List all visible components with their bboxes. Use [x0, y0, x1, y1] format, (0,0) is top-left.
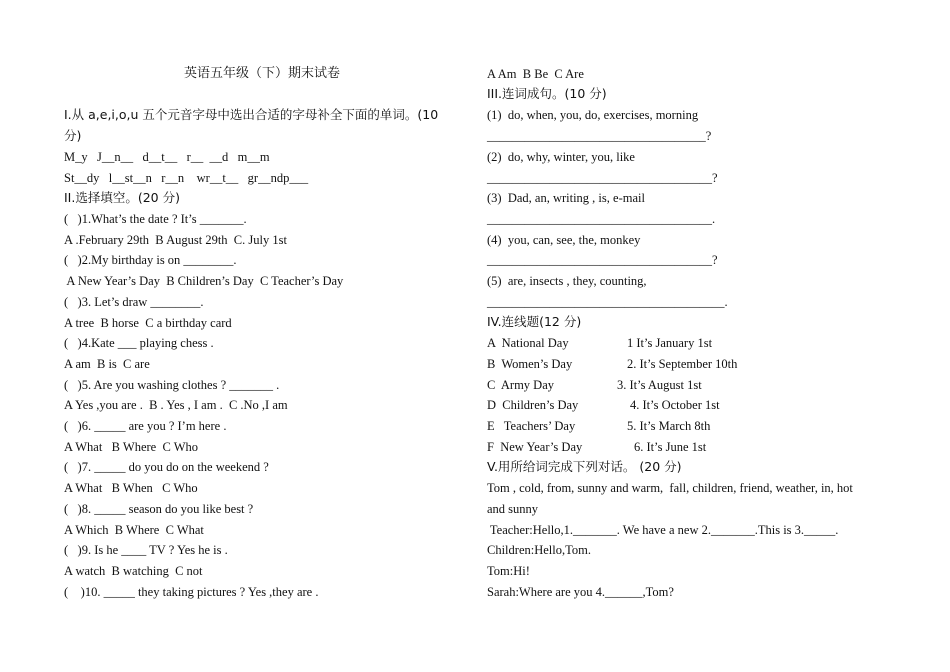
section4-heading: IV.连线题(12 分): [487, 314, 582, 329]
answer-line: ___________________________________?: [487, 129, 712, 143]
question-line: ( )3. Let’s draw ________.: [64, 295, 204, 309]
sentence-words: (4) you, can, see, the, monkey: [487, 233, 641, 247]
question-line: ( )10. _____ they taking pictures ? Yes ,they are .: [64, 585, 319, 599]
dialogue-line: Teacher:Hello,1._______. We have a new 2._______.This is 3._____.: [487, 523, 839, 537]
match-holiday: C Army Day: [487, 378, 555, 392]
match-date: 6. It’s June 1st: [634, 440, 707, 454]
match-holiday: A National Day: [487, 336, 569, 350]
question-line: ( )1.What’s the date ? It’s _______.: [64, 212, 247, 226]
options-line: A Yes ,you are . B . Yes , I am . C .No ,I am: [64, 398, 288, 412]
sentence-words: (5) are, insects , they, counting,: [487, 274, 647, 288]
match-date: 3. It’s August 1st: [617, 378, 702, 392]
section5-heading: V.用所给词完成下列对话。 (20 分): [487, 459, 682, 474]
vowel-words-row1: M_y J__n__ d__t__ r__ __d m__m: [64, 150, 270, 164]
match-holiday: B Women’s Day: [487, 357, 573, 371]
options-line: A tree B horse C a birthday card: [64, 316, 232, 330]
section1-heading: I.从 a,e,i,o,u 五个元音字母中选出合适的字母补全下面的单词。(10: [64, 107, 439, 122]
q10-options: A Am B Be C Are: [487, 67, 584, 81]
answer-line: ____________________________________.: [487, 212, 716, 226]
options-line: A What B Where C Who: [64, 440, 199, 454]
answer-line: ____________________________________?: [487, 171, 718, 185]
match-date: 4. It’s October 1st: [630, 398, 720, 412]
question-line: ( )9. Is he ____ TV ? Yes he is .: [64, 543, 228, 557]
options-line: A am B is C are: [64, 357, 150, 371]
answer-line: ____________________________________?: [487, 253, 718, 267]
question-line: ( )4.Kate ___ playing chess .: [64, 336, 214, 350]
options-line: A What B When C Who: [64, 481, 198, 495]
options-line: A New Year’s Day B Children’s Day C Teacher’s Day: [64, 274, 344, 288]
word-bank: Tom , cold, from, sunny and warm, fall, children, friend, weather, in, hot: [487, 481, 853, 495]
dialogue-line: Sarah:Where are you 4.______,Tom?: [487, 585, 674, 599]
question-line: ( )2.My birthday is on ________.: [64, 253, 237, 267]
section2-heading: II.选择填空。(20 分): [64, 190, 180, 205]
options-line: A Which B Where C What: [64, 523, 204, 537]
match-holiday: E Teachers’ Day: [487, 419, 576, 433]
match-date: 2. It’s September 10th: [627, 357, 738, 371]
section3-heading: III.连词成句。(10 分): [487, 86, 607, 101]
match-date: 5. It’s March 8th: [627, 419, 711, 433]
question-line: ( )8. _____ season do you like best ?: [64, 502, 254, 516]
match-date: 1 It’s January 1st: [627, 336, 713, 350]
answer-line: ______________________________________.: [487, 295, 728, 309]
question-line: ( )5. Are you washing clothes ? _______ .: [64, 378, 280, 392]
sentence-words: (2) do, why, winter, you, like: [487, 150, 635, 164]
section1-heading-cont: 分): [64, 128, 82, 143]
dialogue-line: Tom:Hi!: [487, 564, 530, 578]
match-holiday: F New Year’s Day: [487, 440, 583, 454]
vowel-words-row2: St__dy l__st__n r__n wr__t__ gr__ndp___: [64, 171, 309, 185]
match-holiday: D Children’s Day: [487, 398, 579, 412]
question-line: ( )6. _____ are you ? I’m here .: [64, 419, 227, 433]
page-title: 英语五年级（下）期末试卷: [184, 66, 341, 81]
options-line: A watch B watching C not: [64, 564, 203, 578]
options-line: A .February 29th B August 29th C. July 1st: [64, 233, 287, 247]
word-bank-cont: and sunny: [487, 502, 539, 516]
dialogue-line: Children:Hello,Tom.: [487, 543, 591, 557]
question-line: ( )7. _____ do you do on the weekend ?: [64, 460, 269, 474]
sentence-words: (1) do, when, you, do, exercises, morning: [487, 108, 699, 122]
sentence-words: (3) Dad, an, writing , is, e-mail: [487, 191, 645, 205]
